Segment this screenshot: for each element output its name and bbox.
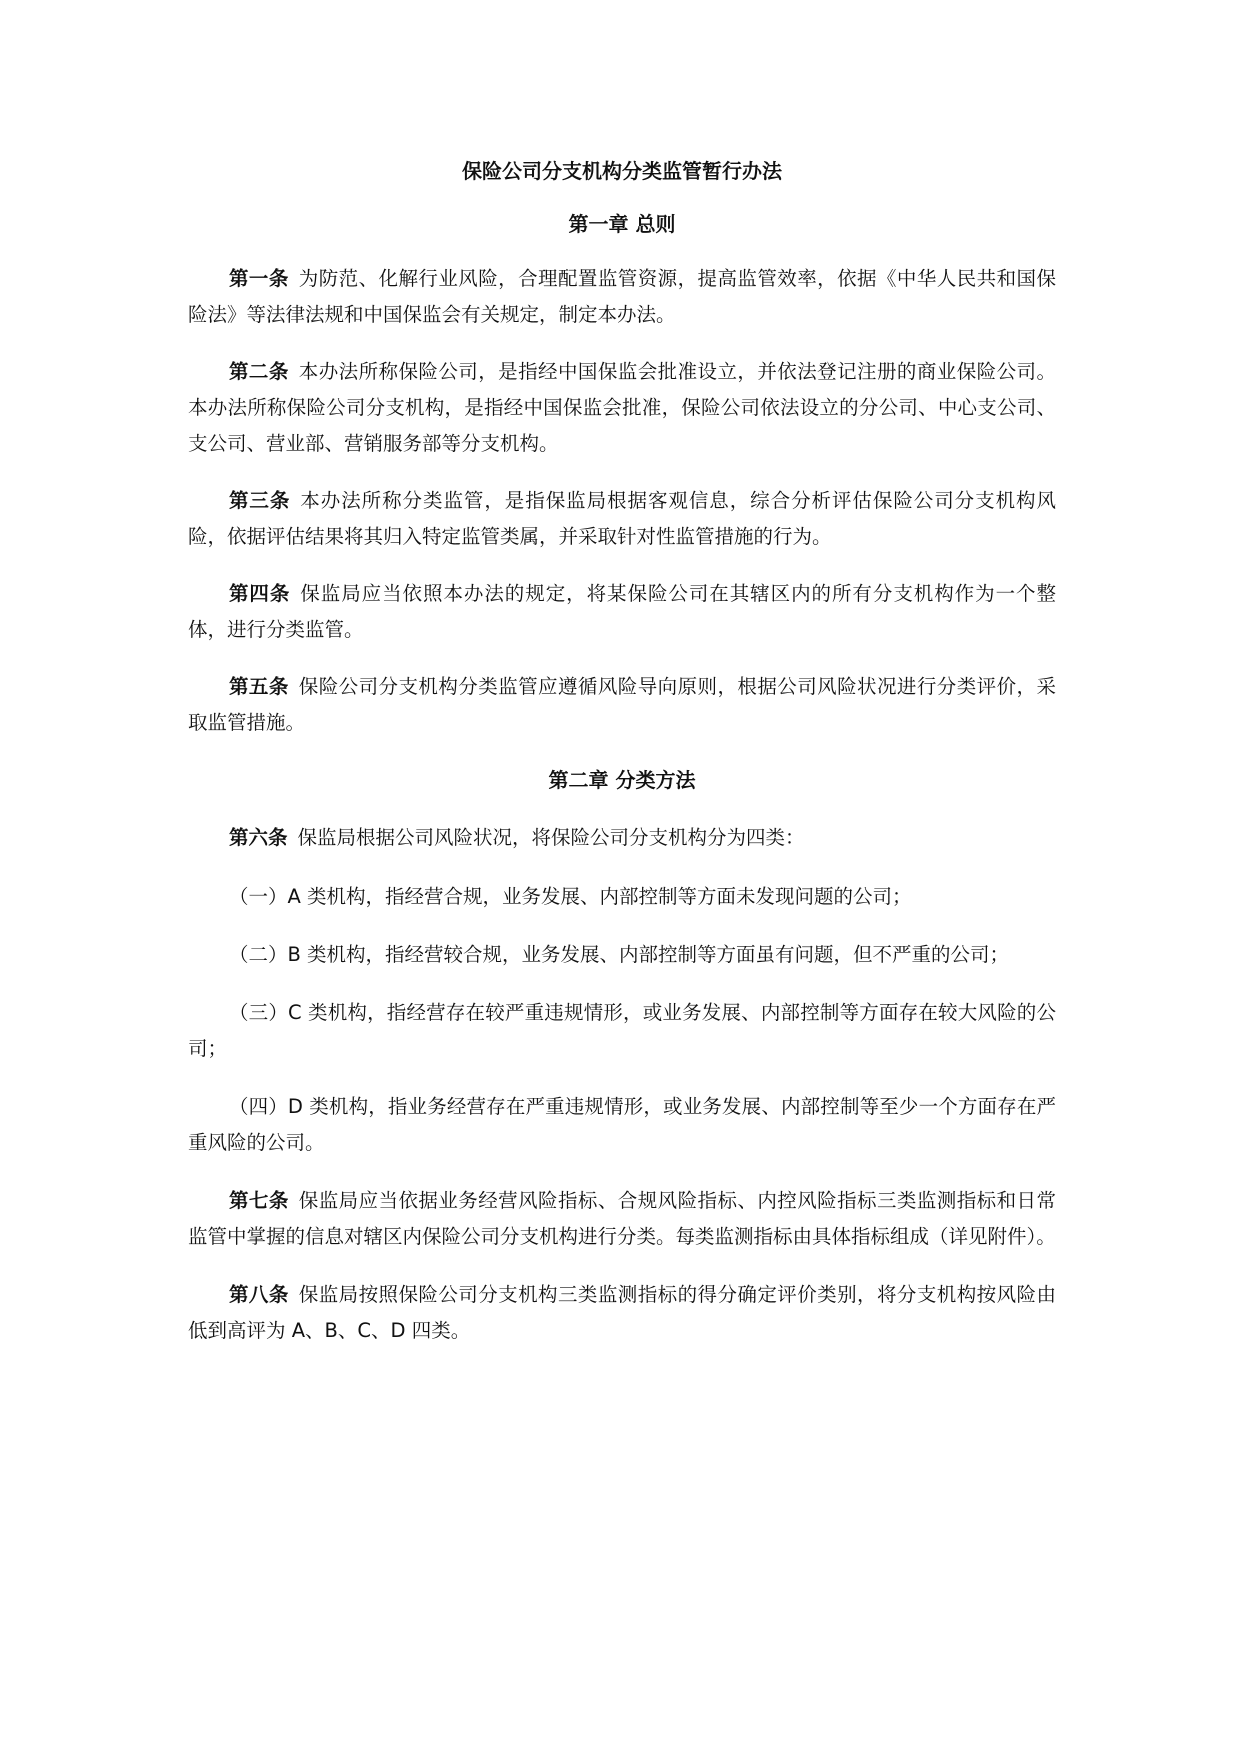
article-7 xyxy=(188,1183,1056,1255)
article-6 xyxy=(188,820,1056,856)
article-1 xyxy=(188,261,1056,333)
document-page xyxy=(188,150,1056,1349)
article-label: 第八条 xyxy=(228,1283,289,1306)
article-label: 第五条 xyxy=(228,675,289,698)
article-label: 第四条 xyxy=(228,582,291,605)
article-label: 第六条 xyxy=(228,826,288,849)
category-item-b: （二）B 类机构，指经营较合规，业务发展、内部控制等方面虽有问题，但不严重的公司； xyxy=(228,943,1010,966)
article-text: 本办法所称保险公司，是指经中国保监会批准设立，并依法登记注册的商业保险公司。本办法所称保险公司分支机构，是指经中国保监会批准，保险公司依法设立的分公司、中心支公司、支公司、营业部、营销服务部等分支机构。 xyxy=(188,360,1056,455)
article-text: 为防范、化解行业风险，合理配置监管资源，提高监管效率，依据《中华人民共和国保险法》等法律法规和中国保监会有关规定，制定本办法。 xyxy=(188,267,1056,326)
article-text: 保监局按照保险公司分支机构三类监测指标的得分确定评价类别，将分支机构按风险由低到高评为 A、B、C、D 四类。 xyxy=(188,1283,1056,1342)
article-text: 保监局根据公司风险状况，将保险公司分支机构分为四类： xyxy=(297,826,805,849)
article-8 xyxy=(188,1277,1056,1349)
article-2 xyxy=(188,354,1056,462)
category-item-c: （三）C 类机构，指经营存在较严重违规情形，或业务发展、内部控制等方面存在较大风险的公司； xyxy=(188,1001,1056,1060)
article-text: 保险公司分支机构分类监管应遵循风险导向原则，根据公司风险状况进行分类评价，采取监管措施。 xyxy=(188,675,1056,734)
article-text: 保监局应当依照本办法的规定，将某保险公司在其辖区内的所有分支机构作为一个整体，进行分类监管。 xyxy=(188,582,1056,641)
article-3 xyxy=(188,483,1056,555)
article-5 xyxy=(188,669,1056,741)
chapter-heading-2: 第二章 分类方法 xyxy=(548,768,696,792)
article-label: 第七条 xyxy=(228,1189,289,1212)
article-label: 第一条 xyxy=(228,267,289,290)
article-label: 第三条 xyxy=(228,489,291,512)
article-text: 本办法所称分类监管，是指保监局根据客观信息，综合分析评估保险公司分支机构风险，依据评估结果将其归入特定监管类属，并采取针对性监管措施的行为。 xyxy=(188,489,1056,548)
category-item-d: （四）D 类机构，指业务经营存在严重违规情形，或业务发展、内部控制等至少一个方面存在严重风险的公司。 xyxy=(188,1095,1056,1154)
article-4 xyxy=(188,576,1056,648)
article-label: 第二条 xyxy=(228,360,289,383)
article-text: 保监局应当依据业务经营风险指标、合规风险指标、内控风险指标三类监测指标和日常监管中掌握的信息对辖区内保险公司分支机构进行分类。每类监测指标由具体指标组成（详见附件）。 xyxy=(188,1189,1056,1248)
document-title: 保险公司分支机构分类监管暂行办法 xyxy=(462,159,782,183)
category-item-a: （一）A 类机构，指经营合规，业务发展、内部控制等方面未发现问题的公司； xyxy=(228,885,912,908)
chapter-heading-1: 第一章 总则 xyxy=(568,212,676,236)
